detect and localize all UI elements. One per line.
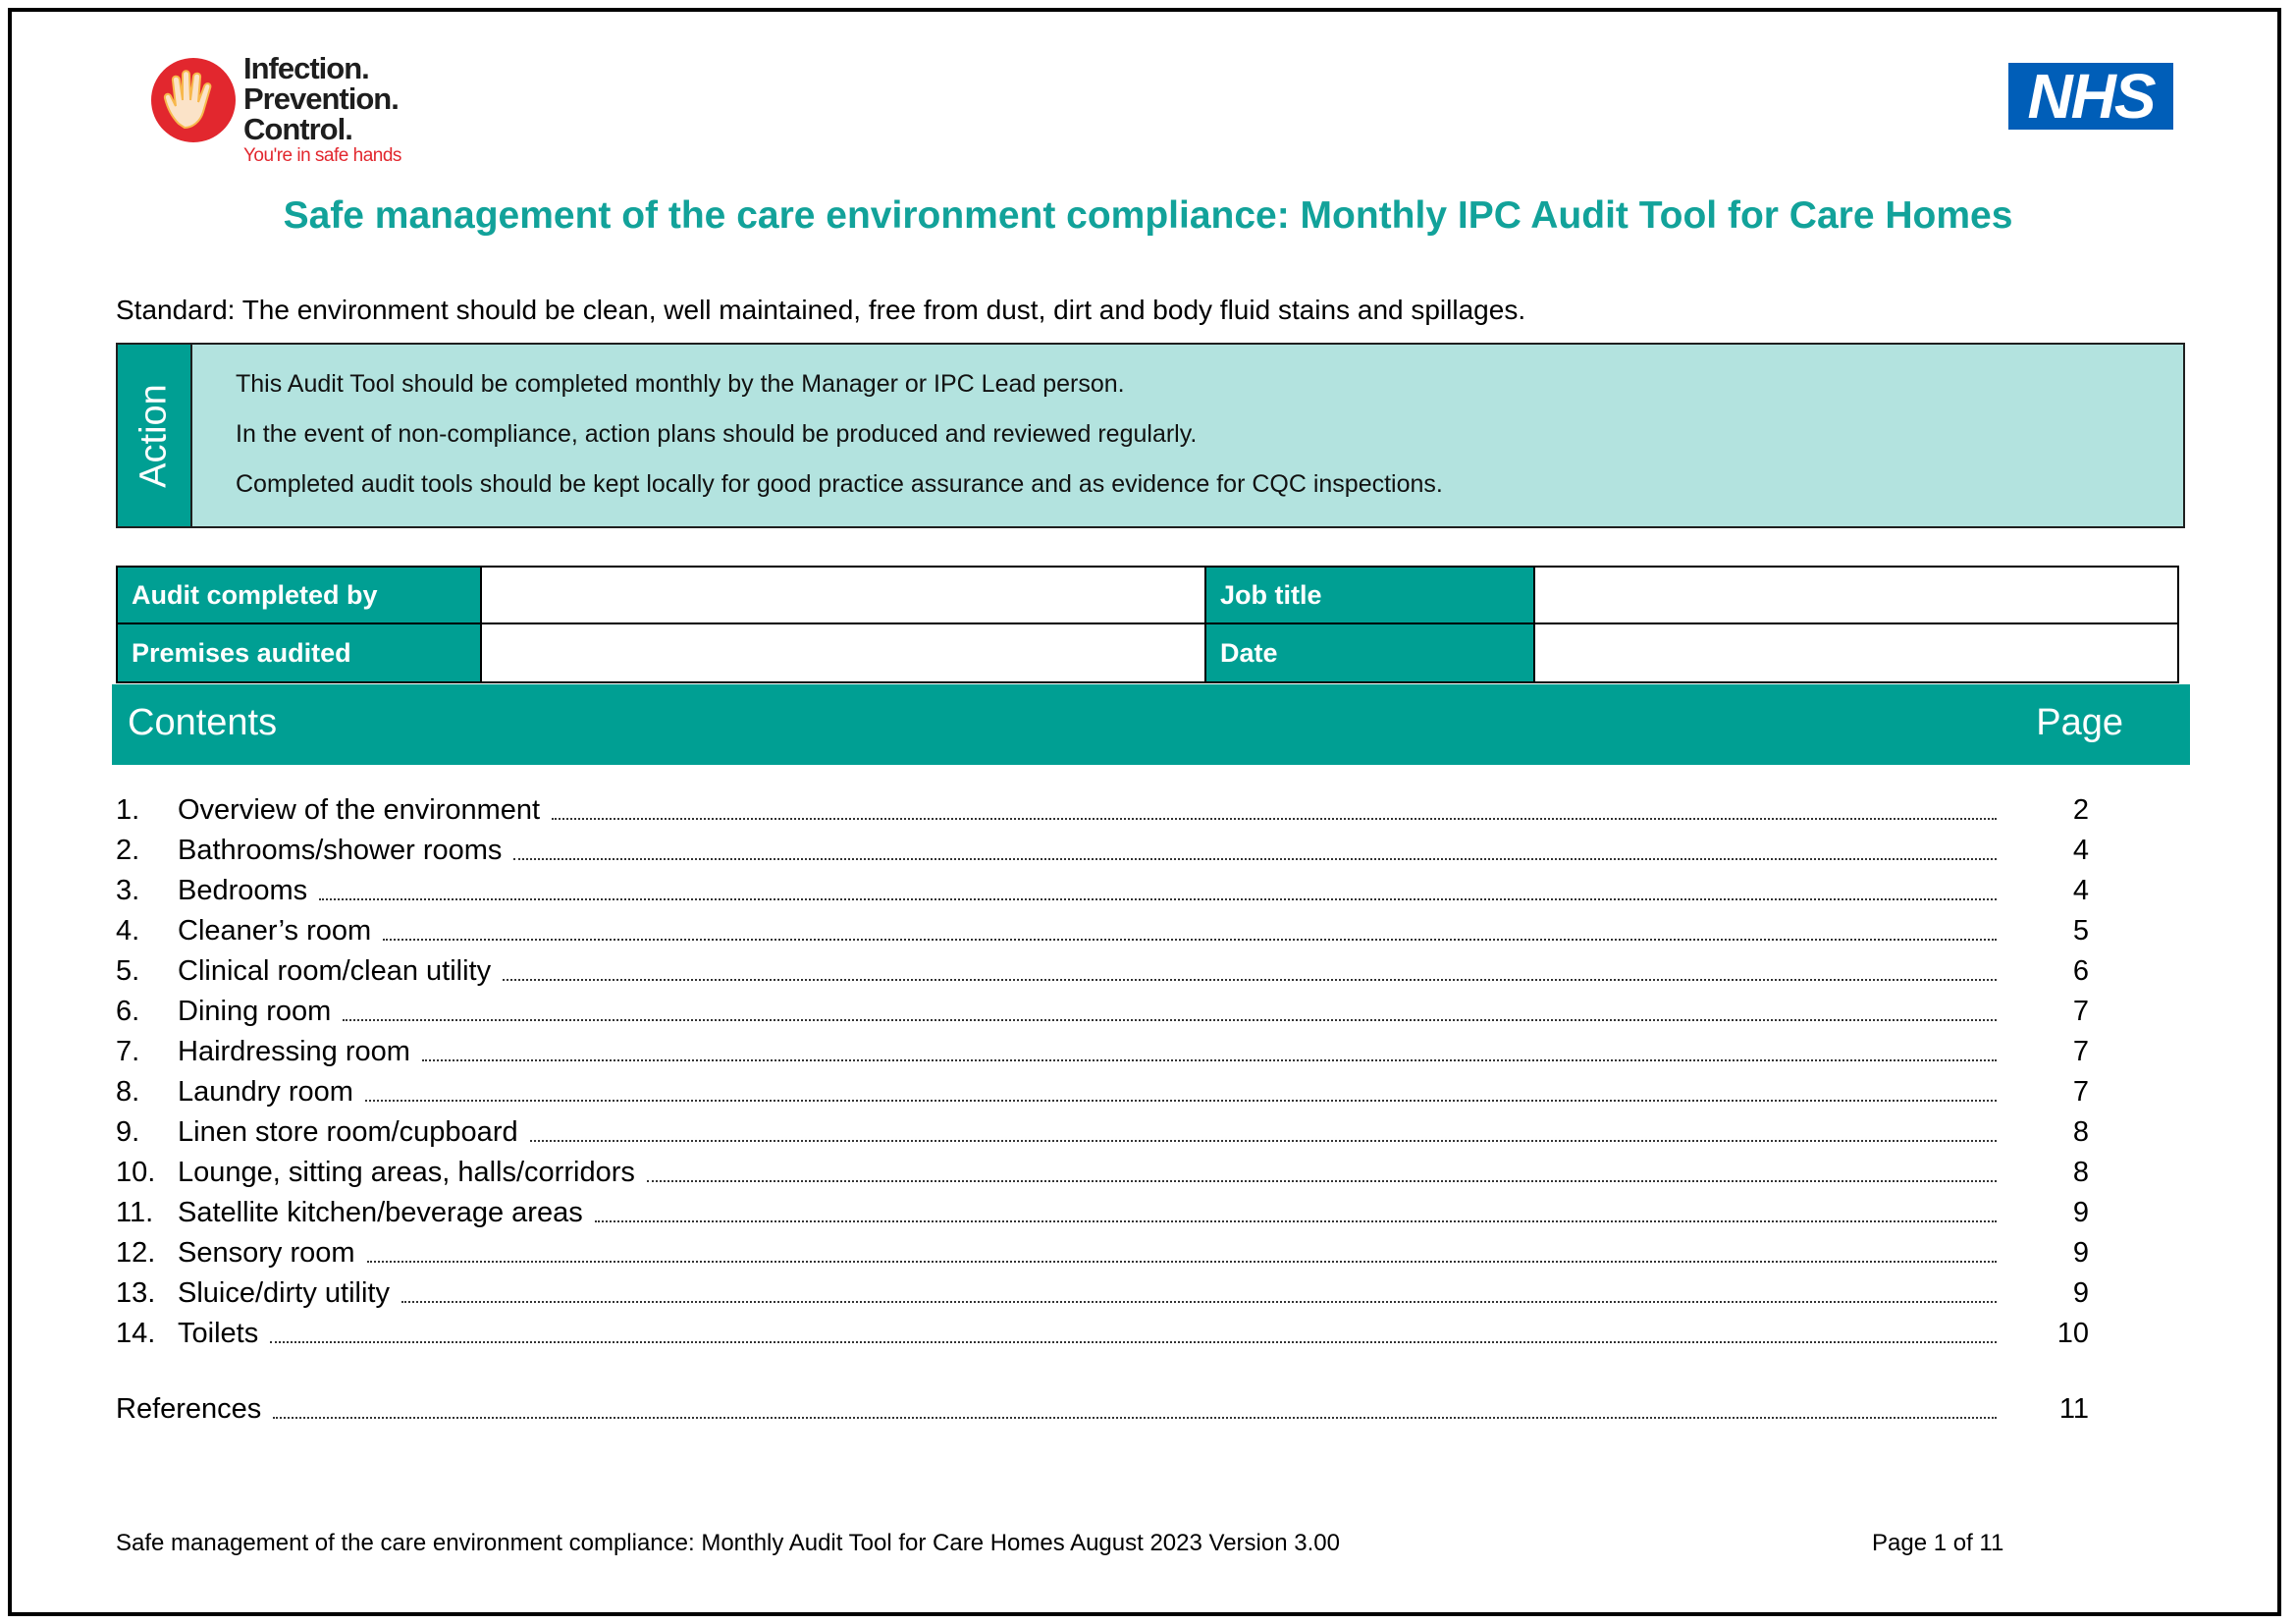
action-lines [236,372,1443,522]
dot-leader [365,1075,1997,1102]
toc-item[interactable] [116,834,2089,874]
dot-leader [401,1276,1997,1303]
toc-number: 12. [116,1237,156,1269]
toc-label: References [116,1393,262,1425]
toc-item[interactable] [116,914,2089,954]
toc-item[interactable] [116,1075,2089,1115]
audit-completed-by-label: Audit completed by [118,568,482,624]
action-box [116,343,2185,528]
toc-page-number: 8 [2072,1157,2089,1188]
dot-leader [422,1035,1997,1061]
toc-label: Bedrooms [178,875,308,906]
toc-number: 8. [116,1076,140,1108]
toc-page-number: 7 [2072,1076,2089,1108]
toc-label: Hairdressing room [178,1036,410,1067]
toc-item[interactable] [116,1035,2089,1075]
toc-page-number: 9 [2072,1237,2089,1269]
action-tab-label: Action [133,383,175,488]
job-title-label: Job title [1206,568,1535,624]
dot-leader [647,1156,1997,1182]
dot-leader [552,793,1997,820]
hand-icon [149,55,238,145]
toc-label: Sluice/dirty utility [178,1277,390,1309]
standard-statement: Standard: The environment should be clean, well maintained, free from dust, dirt and body fluid stains and spillages. [116,295,1526,325]
toc-page-number: 4 [2072,835,2089,866]
action-line: This Audit Tool should be completed monthly by the Manager or IPC Lead person. [236,370,1125,398]
toc-label: Dining room [178,996,332,1027]
toc-number: 11. [116,1197,154,1228]
toc-number: 9. [116,1116,140,1148]
audit-details-form [116,566,2179,683]
toc-label: Sensory room [178,1237,355,1269]
contents-heading: Contents [128,702,278,743]
toc-label: Linen store room/cupboard [178,1116,518,1148]
action-line: In the event of non-compliance, action plans should be produced and reviewed regularly. [236,420,1198,448]
dot-leader [503,954,1997,981]
toc-item-references[interactable] [116,1392,2089,1433]
audit-completed-by-field[interactable] [482,568,1206,624]
toc-item[interactable] [116,874,2089,914]
toc-item[interactable] [116,793,2089,834]
toc-number: 4. [116,915,140,947]
dot-leader [270,1317,1997,1343]
dot-leader [319,874,1997,900]
logo-line-2: Prevention. [243,81,399,116]
toc-label: Satellite kitchen/beverage areas [178,1197,583,1228]
toc-item[interactable] [116,1317,2089,1357]
premises-audited-label: Premises audited [118,624,482,681]
toc-number: 6. [116,996,140,1027]
toc-page-number: 6 [2072,955,2089,987]
logo-line-3: Control. [243,112,352,146]
toc-page-number: 2 [2072,794,2089,826]
toc-number: 14. [116,1318,156,1349]
toc-number: 2. [116,835,140,866]
premises-audited-field[interactable] [482,624,1206,681]
toc-label: Overview of the environment [178,794,541,826]
dot-leader [273,1392,1997,1419]
logo-tagline: You're in safe hands [243,145,401,166]
toc-item[interactable] [116,1236,2089,1276]
toc-label: Clinical room/clean utility [178,955,492,987]
dot-leader [383,914,1997,941]
toc-page-number: 5 [2072,915,2089,947]
toc-label: Cleaner’s room [178,915,372,947]
toc-number: 10. [116,1157,156,1188]
nhs-logo: NHS [2008,63,2173,130]
dot-leader [595,1196,1997,1222]
references-entry [116,1392,2089,1433]
dot-leader [513,834,1997,860]
dot-leader [343,995,1997,1021]
toc-label: Toilets [178,1318,259,1349]
toc-page-number: 7 [2072,1036,2089,1067]
action-line: Completed audit tools should be kept locally for good practice assurance and as evidence for CQC inspections. [236,470,1443,498]
toc-number: 1. [116,794,140,826]
dot-leader [530,1115,1997,1142]
toc-item[interactable] [116,1196,2089,1236]
page-title: Safe management of the care environment compliance: Monthly IPC Audit Tool for Care Homes [283,194,2013,237]
ipc-logo [149,53,434,171]
dot-leader [367,1236,1997,1263]
toc-number: 3. [116,875,140,906]
toc-number: 13. [116,1277,156,1309]
toc-page-number: 11 [2058,1393,2089,1425]
toc-page-number: 10 [2056,1318,2089,1349]
toc-page-number: 4 [2072,875,2089,906]
table-of-contents [116,793,2089,1357]
ipc-wordmark [243,53,401,167]
toc-page-number: 7 [2072,996,2089,1027]
toc-label: Lounge, sitting areas, halls/corridors [178,1157,635,1188]
toc-number: 7. [116,1036,140,1067]
toc-number: 5. [116,955,140,987]
toc-label: Bathrooms/shower rooms [178,835,503,866]
job-title-field[interactable] [1535,568,2177,624]
footer-page-number: Page 1 of 11 [1872,1530,2004,1556]
toc-item[interactable] [116,1115,2089,1156]
toc-page-number: 9 [2072,1277,2089,1309]
toc-item[interactable] [116,995,2089,1035]
page-column-heading: Page [2036,702,2123,743]
toc-label: Laundry room [178,1076,353,1108]
date-label: Date [1206,624,1535,681]
action-tab [118,345,192,526]
toc-page-number: 9 [2072,1197,2089,1228]
toc-item[interactable] [116,1276,2089,1317]
date-field[interactable] [1535,624,2177,681]
toc-item[interactable] [116,954,2089,995]
logo-line-1: Infection. [243,51,369,85]
toc-page-number: 8 [2072,1116,2089,1148]
toc-item[interactable] [116,1156,2089,1196]
contents-header [112,684,2190,765]
footer-document-info: Safe management of the care environment compliance: Monthly Audit Tool for Care Homes August 2023 Version 3.00 [116,1530,1340,1556]
